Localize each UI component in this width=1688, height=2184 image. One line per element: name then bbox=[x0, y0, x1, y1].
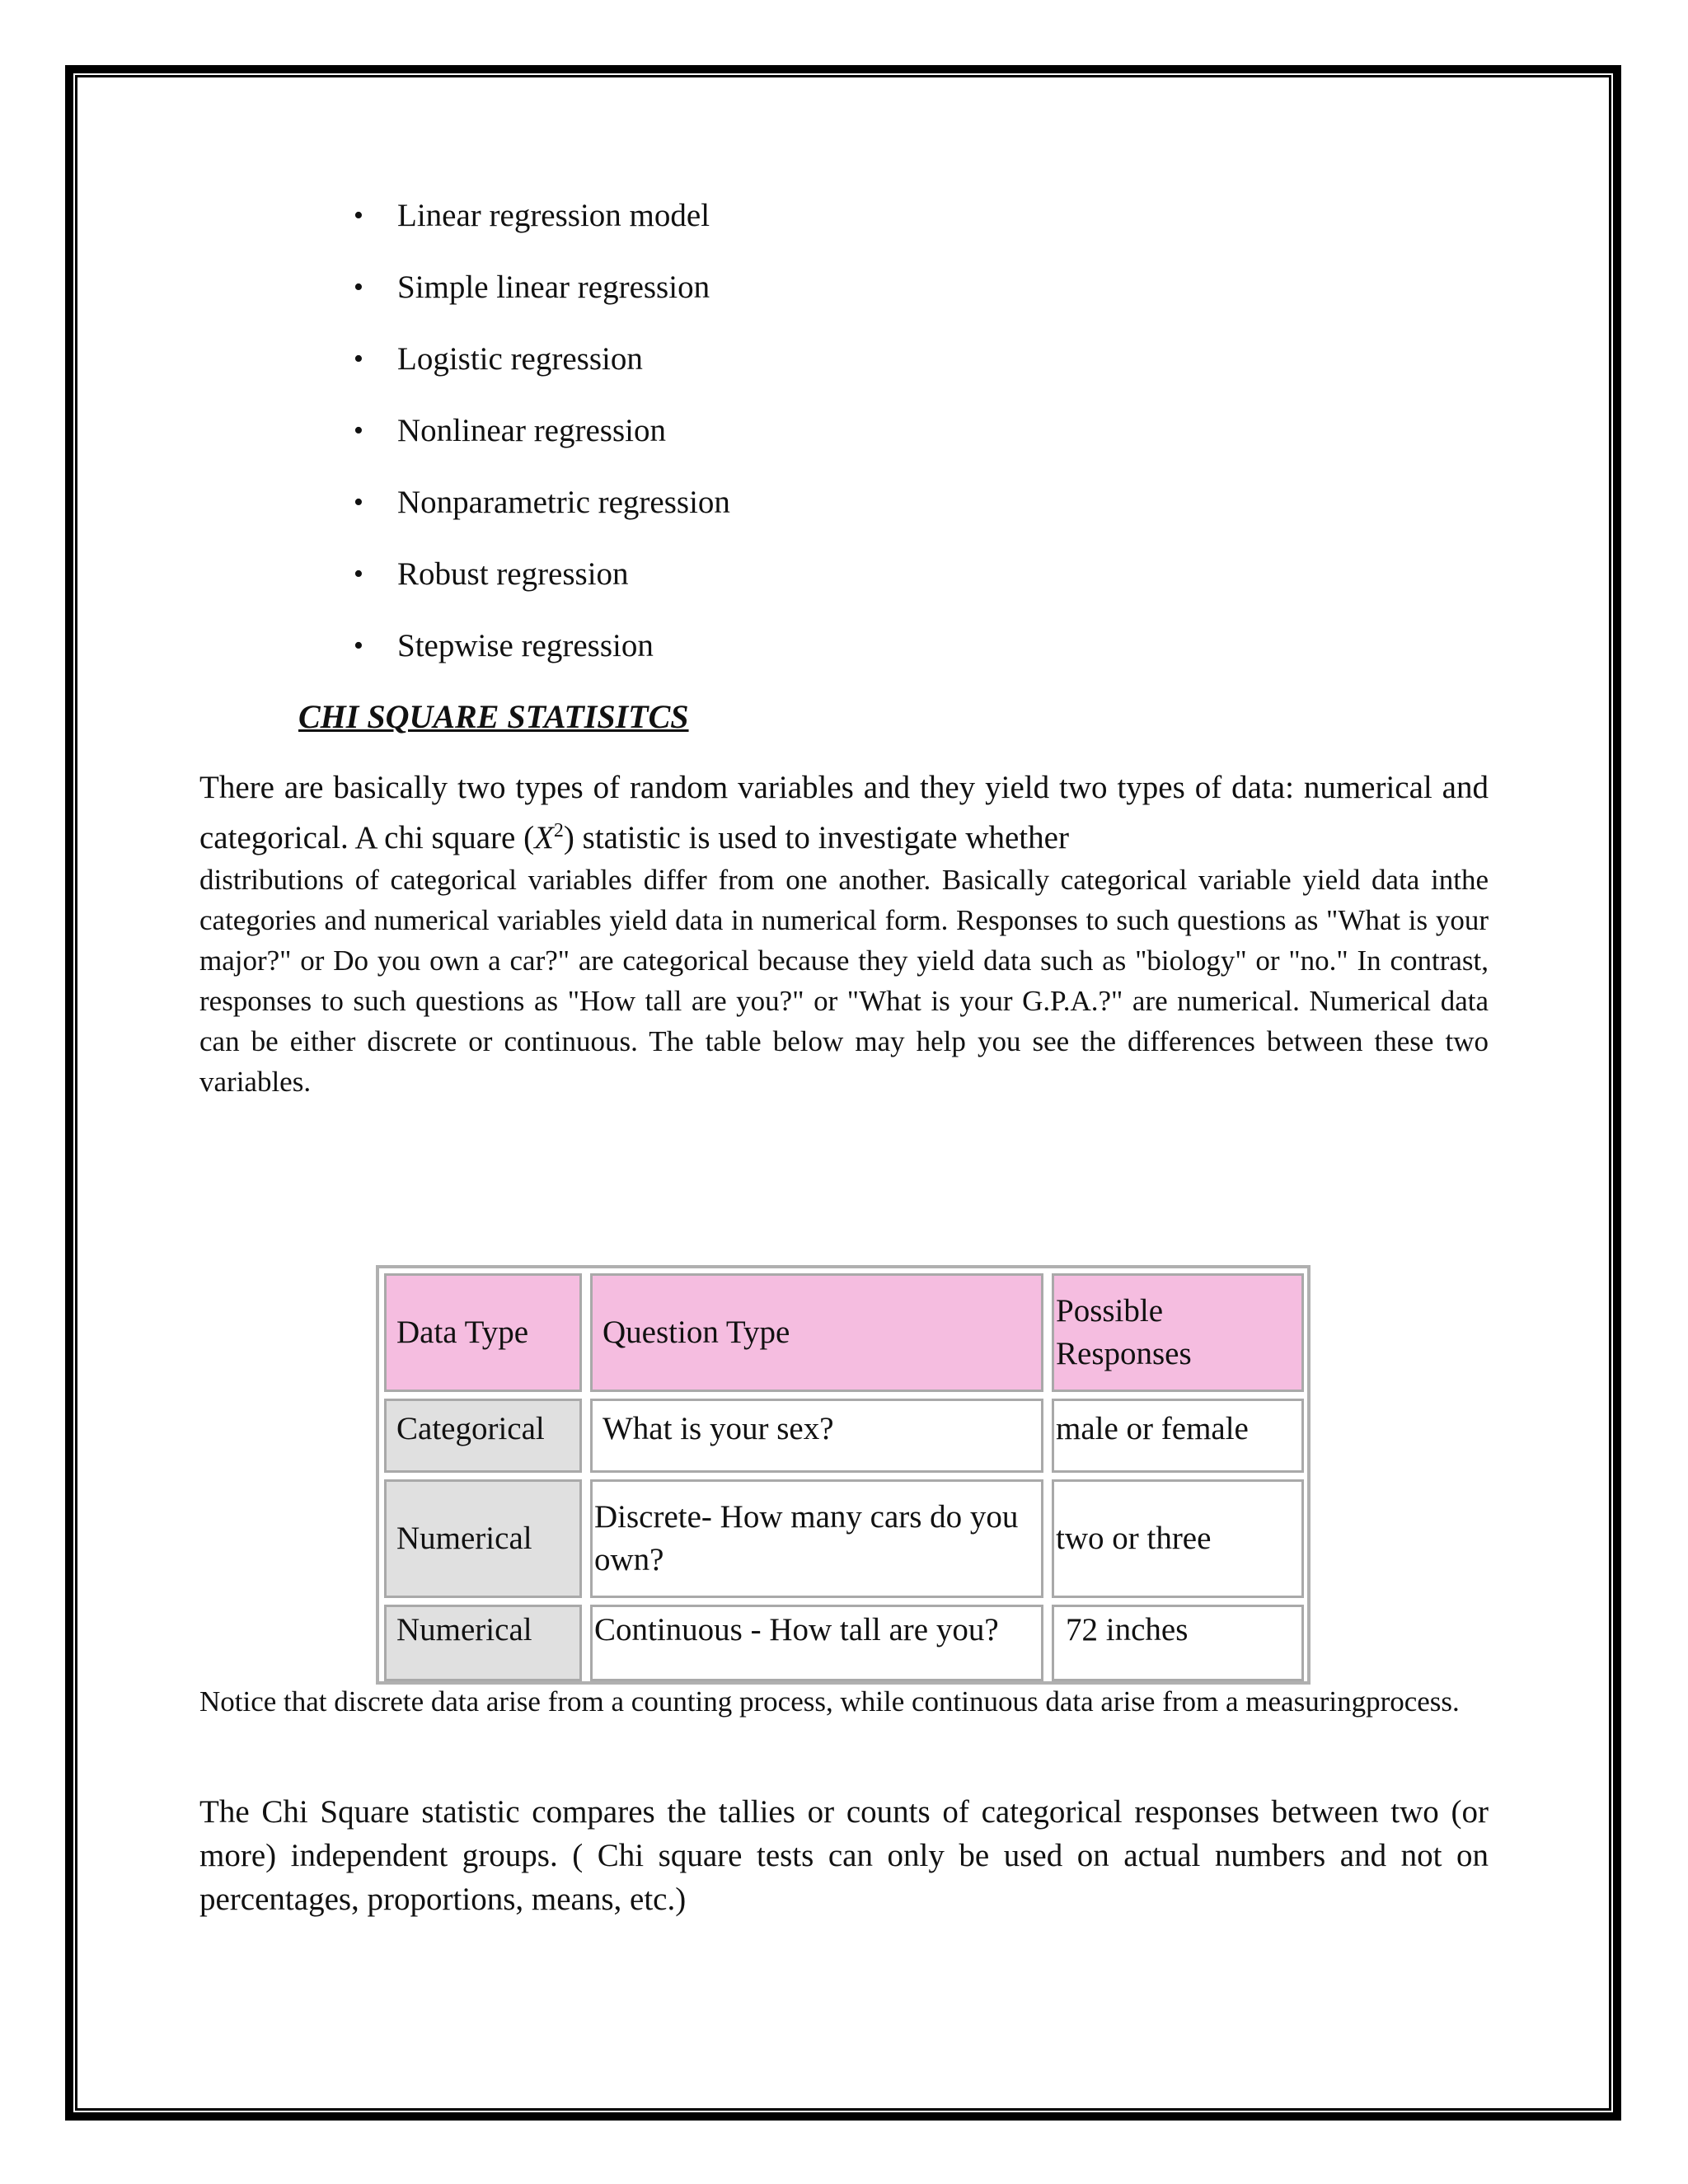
list-item: • Logistic regression bbox=[397, 338, 730, 410]
list-item: • Simple linear regression bbox=[397, 266, 730, 338]
bullet-icon: • bbox=[354, 200, 363, 231]
list-item: • Stepwise regression bbox=[397, 625, 730, 696]
bullet-icon: • bbox=[354, 415, 363, 446]
table-header-cell: Possible Responses bbox=[1052, 1273, 1304, 1392]
list-item: • Robust regression bbox=[397, 553, 730, 625]
intro-paragraph: There are basically two types of random variables and they yield two types of data: numerical and categorical. A chi square $(X^2)$ statistic is used to investigate whether distributions of categorical variables differ from one another. Basically categorical variable yield data inthe categories and numerical variables yield data in numerical form. Responses to such questions as "What is your major?" or Do you own a car?" are categorical because they yield data such as "biology" or "no." In contrast, responses to such questions as "How tall are you?" or "What is your G.P.A.?" are numerical. Numerical data can be either discrete or continuous. The table below may help you see the differences between these two variables. bbox=[199, 770, 1489, 1098]
bullet-icon: • bbox=[354, 630, 363, 661]
list-item: • Nonlinear regression bbox=[397, 410, 730, 481]
table-cell: Continuous - How tall are you? bbox=[590, 1605, 1043, 1681]
data-type-table bbox=[376, 1265, 1311, 1685]
chi-superscript: 2 bbox=[553, 820, 564, 841]
table-row-header: Numerical bbox=[384, 1479, 582, 1598]
table-row-header: Numerical bbox=[384, 1605, 582, 1681]
table-row-header: Categorical bbox=[384, 1399, 582, 1473]
table-cell: What is your sex? bbox=[590, 1399, 1043, 1473]
bullet-icon: • bbox=[354, 272, 363, 302]
table-cell: 72 inches bbox=[1052, 1605, 1304, 1681]
table-header-cell: Data Type bbox=[384, 1273, 582, 1392]
bullet-icon: • bbox=[354, 344, 363, 374]
regression-types-list bbox=[354, 194, 730, 696]
discrete-vs-continuous-note: Notice that discrete data arise from a counting process, while continuous data arise from a measuringprocess. bbox=[199, 1685, 1460, 1718]
table-cell: two or three bbox=[1052, 1479, 1304, 1598]
bullet-icon: • bbox=[354, 559, 363, 589]
chi-square-summary-paragraph: The Chi Square statistic compares the tallies or counts of categorical responses between two (or more) independent groups. ( Chi square tests can only be used on actual numbers and not on percentages, proportions, means, etc.) bbox=[199, 1794, 1489, 1917]
table-cell: Discrete- How many cars do you own? bbox=[590, 1479, 1043, 1598]
section-heading: CHI SQUARE STATISITCS bbox=[298, 698, 689, 735]
list-item: • Linear regression model bbox=[397, 194, 730, 266]
chi-symbol: X bbox=[534, 820, 554, 855]
table-header-cell: Question Type bbox=[590, 1273, 1043, 1392]
table-cell: male or female bbox=[1052, 1399, 1304, 1473]
bullet-icon: • bbox=[354, 487, 363, 518]
list-item: • Nonparametric regression bbox=[397, 481, 730, 553]
